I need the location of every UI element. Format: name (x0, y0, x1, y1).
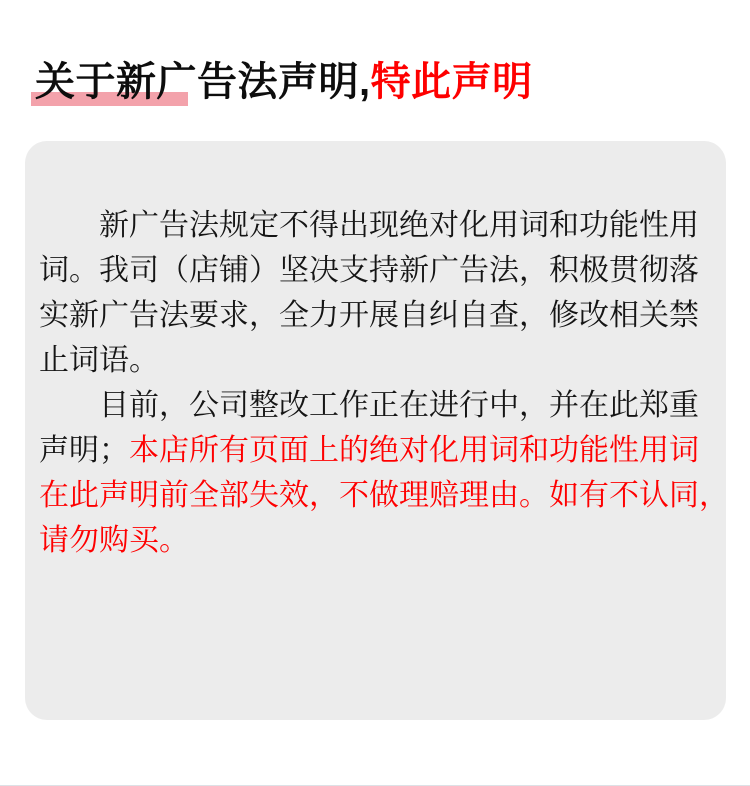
page-title (35, 58, 533, 106)
notice-text-segment: 词。我司（店铺）坚决支持新广告法，积极贯彻落 (39, 254, 699, 287)
notice-body (39, 203, 729, 563)
notice-line (39, 428, 710, 473)
notice-line (39, 518, 710, 563)
notice-line (39, 338, 710, 383)
title-red-text: 特此声明 (370, 60, 533, 104)
notice-line (39, 248, 710, 293)
notice-line (39, 383, 710, 428)
notice-text-segment: 在此声明前全部失效，不做理赔理由。如有不认同， (39, 479, 729, 512)
notice-text-segment: 新广告法规定不得出现绝对化用词和功能性用 (99, 209, 699, 242)
notice-line (39, 293, 710, 338)
notice-text-segment: 声明； (39, 434, 129, 467)
notice-card (25, 141, 729, 720)
notice-line (39, 203, 710, 248)
notice-text-segment: 目前，公司整改工作正在进行中，并在此郑重 (99, 389, 699, 422)
notice-text-segment: 止词语。 (39, 344, 159, 377)
notice-text-segment: 请勿购买。 (39, 524, 189, 557)
title-black-text: 关于新广告法声明, (35, 60, 371, 104)
notice-text-segment: 实新广告法要求，全力开展自纠自查，修改相关禁 (39, 299, 699, 332)
notice-text-segment: 本店所有页面上的绝对化用词和功能性用词 (129, 434, 699, 467)
notice-line (39, 473, 729, 518)
